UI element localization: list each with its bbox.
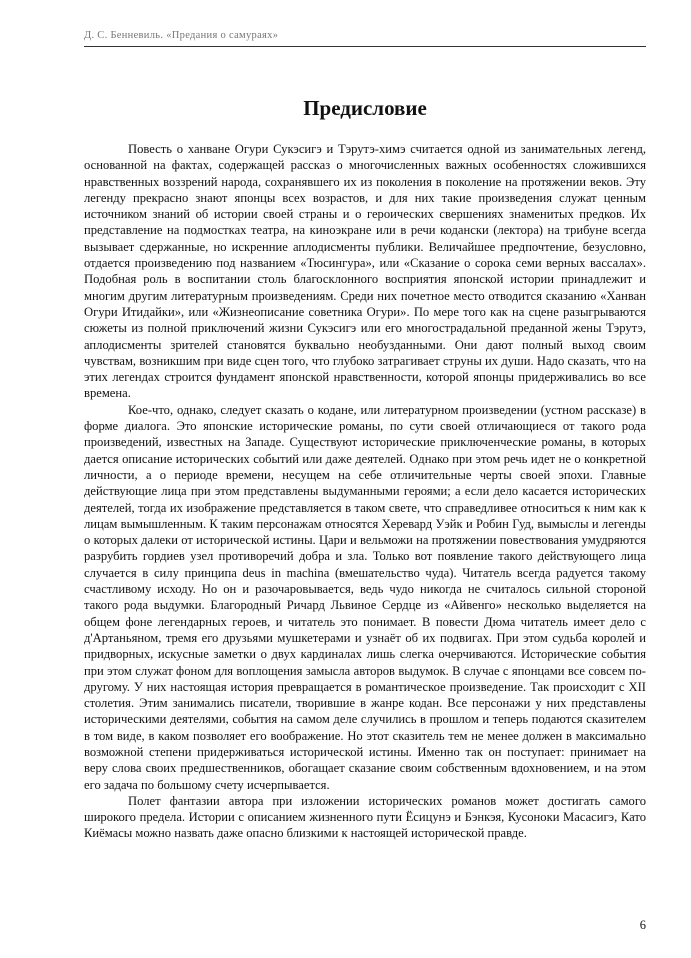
page-title: Предисловие (303, 96, 427, 120)
body-text (84, 141, 646, 842)
paragraph: Кое-что, однако, следует сказать о кодане, или литературном произведении (устном рассказе) в форме диалога. Это японские исторические романы, по сути своей отличающиеся от такого рода произведений, известных на Западе. Существуют исторические приключенческие романы, в которых дается описание исторических событий или даже деятелей. Однако при этом речь идет не о конкретной личности, а о периоде времени, несущем на себе отличительные черты своей эпохи. Главные действующие лица при этом представлены выдуманными героями; а если дело касается исторических деятелей, тогда их изображение представляется в таком свете, что справедливее относиться к ним как к лицам вымышленным. К таким персонажам относятся Херевард Уэйк и Робин Гуд, вымыслы и легенды о которых далеки от исторической истины. Цари и вельможи на протяжении повествования умудряются разрубить гордиев узел противоречий добра и зла. Только вот появление такого действующего лица случается в силу принципа deus in machina (вмешательство чуда). Читатель всегда радуется такому счастливому исходу. Но он и разочаровывается, ведь чудо никогда не считалось сильной стороной такого рода выдумки. Благородный Ричард Львиное Сердце из «Айвенго» несколько выделяется на общем фоне легендарных героев, и читатель это понимает. В повести Дюма читатель имеет дело с д'Артаньяном, тремя его друзьями мушкетерами и узнаёт об их подвигах. При этом судьба королей и придворных, искусные заметки о двух кардиналах лишь слегка очерчиваются. Исторические события при этом служат фоном для воплощения замысла авторов выдумок. В случае с японцами все совсем по-другому. У них настоящая история превращается в романтическое произведение. Так происходит с XII столетия. Этим занимались писатели, творившие в жанре кодан. Все персонажи у них представлены историческими деятелями, события на самом деле случились в прошлом и теперь подаются сказителем в том виде, в каком позволяет его воображение. Но этот сказитель тем не менее должен в максимально возможной степени придерживаться исторической истины. Именно так он поступает: принимает на веру слова своих предшественников, обогащает сказание своим собственным вдохновением, и на этом его задача по большому счету исчерпывается. (84, 402, 646, 792)
running-head: Д. С. Бенневиль. «Предания о самураях» (84, 30, 279, 41)
paragraph: Полет фантазии автора при изложении исторических романов может достигать самого широкого предела. Истории с описанием жизненного пути Ёсицунэ и Бэнкэя, Кусоноки Масасигэ, Като Киёмасы можно назвать даже опасно близкими к настоящей исторической правде. (84, 793, 646, 841)
header-rule (84, 46, 646, 47)
paragraph: Повесть о ханване Огури Сукэсигэ и Тэрутэ-химэ считается одной из занимательных легенд, основанной на фактах, содержащей рассказ о многочисленных важных особенностях сложившихся нравственных воззрений народа, сохранявшего их из поколения в поколение на протяжении веков. Эту легенду прекрасно знают японцы всех возрастов, и для них такие произведения служат ценным источником знаний об истории своей страны и о героических свершениях знаменитых предков. Их представление на подмостках театра, на киноэкране или в речи кодански (лектора) на трибуне всегда вызывает сдержанные, но искренние аплодисменты публики. Величайшее предпочтение, безусловно, отдается произведению под названием «Тюсингура», или «Сказание о сорока семи верных вассалах». Подобная роль в воспитании столь благосклонного восприятия японской истории принадлежит и многим другим литературным произведениям. Среди них почетное место отводится сказанию «Ханван Огури Итидайки», или «Жизнеописание советника Огури». По мере того как на сцене разыгрываются сюжеты из полной приключений жизни Сукэсигэ или его многострадальной преданной жены Тэрутэ, аплодисменты зрителей становятся буквально необузданными. Они дают полный выход своим чувствам, возникшим при виде сцен того, что глубоко затрагивает струны их души. Надо сказать, что на этих легендах строится фундамент японской нравственности, которой японцы придерживались во все времена. (84, 142, 646, 401)
page-number: 6 (639, 918, 646, 932)
